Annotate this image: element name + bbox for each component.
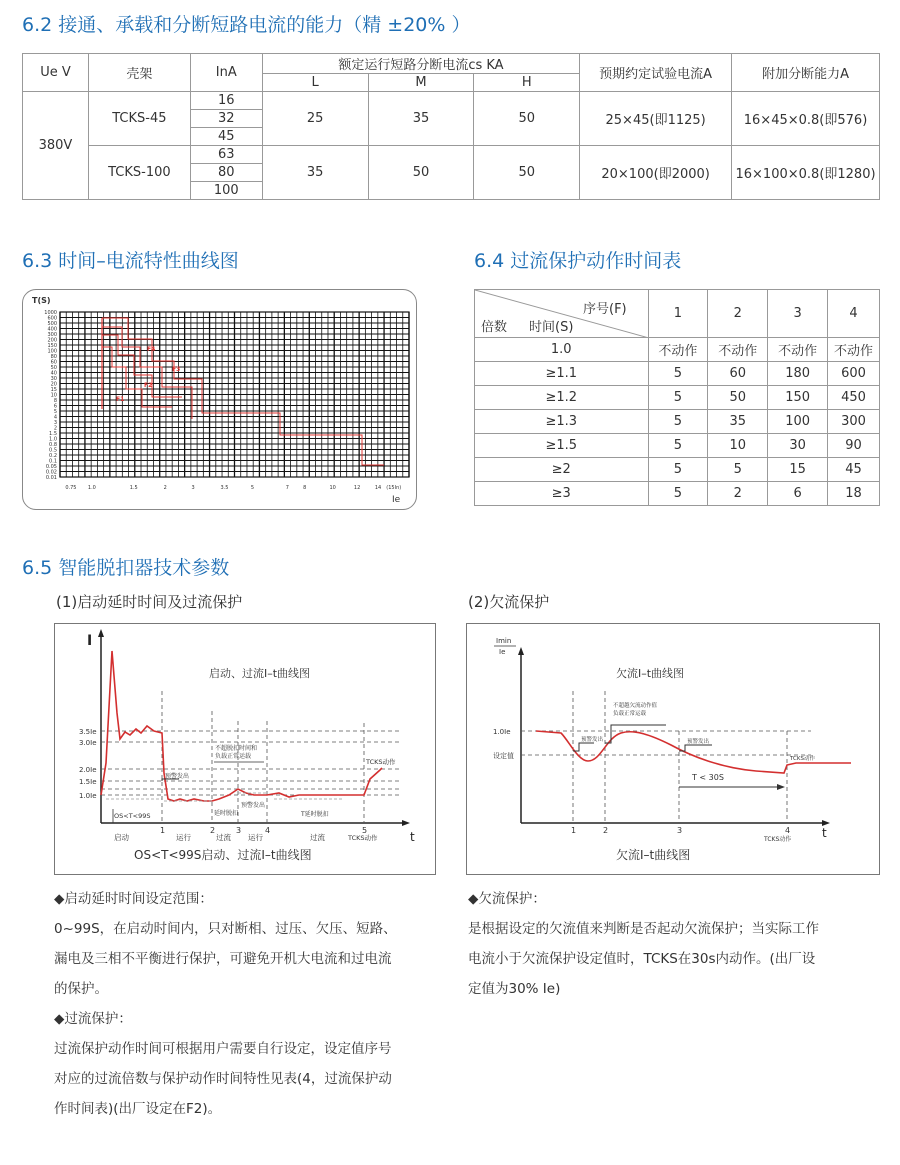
y-tick-label: 1000 [44, 310, 57, 316]
chart-caption: 欠流I–t曲线图 [616, 848, 691, 862]
extra-cell: 16×45×0.8(即576) [732, 92, 880, 146]
level-label: 3.5Ie [79, 728, 97, 736]
warn-annotation: 预警发出 [165, 773, 190, 780]
y-tick-label: 6 [53, 403, 57, 410]
tcks-annotation: TCKS动作 [790, 756, 815, 762]
x-num: 1 [571, 826, 577, 835]
header-ue: Ue V [23, 54, 89, 92]
time-cell: 不动作 [828, 338, 880, 362]
test-cell: 20×100(即2000) [580, 146, 732, 200]
y-tick-label: 1.5 [49, 431, 57, 437]
in-cell: 16 [190, 92, 262, 110]
trip-curve [102, 318, 384, 465]
startup-delay-heading: ◆启动延时时间设定范围： [54, 891, 213, 907]
x-tick-label: 3.5 [220, 485, 229, 491]
x-tick-label: 12 [353, 485, 361, 491]
frame-cell: TCKS-100 [88, 146, 190, 200]
h-cell: 50 [474, 146, 580, 200]
time-cell: 5 [648, 458, 708, 482]
time-cell: 18 [828, 482, 880, 506]
delay-trip-annotation: T延时脱扣 [301, 811, 329, 818]
x-tick-label: 14 [374, 485, 382, 491]
section-6-4-title: 6.4 过流保护动作时间表 [474, 250, 682, 272]
x-num: 4 [785, 826, 791, 835]
y-tick-label: 5 [53, 409, 57, 415]
col-header: 3 [768, 290, 828, 338]
time-cell: 5 [648, 434, 708, 458]
col-header: 1 [648, 290, 708, 338]
curve-label: F1 [116, 396, 125, 403]
x-tick-label: 8 [303, 485, 307, 491]
time-cell: 5 [708, 458, 768, 482]
col-header: 2 [708, 290, 768, 338]
section-6-2-title: 6.2 接通、承载和分断短路电流的能力（精 ±20% ） [22, 14, 471, 36]
phase-label: 启动 [114, 833, 129, 842]
chart-title: 启动、过流I–t曲线图 [209, 667, 311, 680]
x-axis-label: t [410, 830, 415, 844]
y-tick-label: 1.0 [49, 436, 57, 443]
warn2-annotation: 预警发出 [241, 802, 266, 809]
paragraph-line: 的保护。 [54, 981, 108, 997]
time-cell: 150 [768, 386, 828, 410]
y-tick-label: 15 [50, 387, 57, 393]
y-tick-label: 80 [50, 354, 57, 360]
y-tick-label: 0.5 [49, 447, 57, 454]
level-label: 1.0Ie [493, 728, 511, 736]
x-num: 2 [603, 826, 609, 835]
header-h: H [474, 74, 580, 92]
overcurrent-heading: ◆过流保护： [54, 1011, 132, 1027]
x-num: 5 [362, 826, 368, 835]
time-cell: 60 [708, 362, 768, 386]
right-text-block [468, 884, 878, 1004]
paragraph-line: 对应的过流倍数与保护动作时间特性见表(4，过流保护动 [54, 1071, 392, 1087]
row-multiple: ≥1.1 [475, 362, 649, 386]
y-tick-label: 0.02 [45, 469, 57, 476]
y-tick-label: 30 [50, 376, 57, 382]
curve-label: F3 [172, 366, 181, 373]
undercurrent-subtitle: (2)欠流保护 [468, 593, 550, 611]
y-tick-label: 0.01 [45, 475, 57, 481]
time-cell: 2 [708, 482, 768, 506]
header-m: M [368, 74, 474, 92]
phase-label: 运行 [176, 833, 191, 842]
y-axis-label: T(S) [32, 296, 51, 305]
h-cell: 50 [474, 92, 580, 146]
col-header: 4 [828, 290, 880, 338]
in-cell: 45 [190, 128, 262, 146]
breaking-capacity-table [22, 53, 880, 200]
row-multiple: ≥2 [475, 458, 649, 482]
time-cell: 不动作 [708, 338, 768, 362]
header-in: InA [190, 54, 262, 92]
paragraph-line: 作时间表)(出厂设定在F2)。 [54, 1101, 222, 1117]
curve-label: F4 [147, 346, 156, 353]
corner-multiple: 倍数 [481, 320, 508, 335]
x-tick-label: 1.0 [87, 485, 96, 491]
delay-annotation: 延时脱扣 [214, 810, 239, 817]
level-label: 1.0Ie [79, 792, 97, 800]
x-tick-label: 5 [250, 485, 255, 491]
phase-label: 运行 [248, 833, 263, 842]
y-axis-bottom-label: Ie [499, 648, 506, 656]
curve-label: F2 [144, 382, 153, 389]
no-exceed-annotation: 不超越欠流动作值 [613, 703, 658, 709]
y-tick-label: 0.8 [49, 442, 57, 448]
time-cell: 50 [708, 386, 768, 410]
x-axis-label: Ie [392, 495, 401, 505]
phase-label: 过流 [216, 833, 231, 842]
time-cell: 10 [708, 434, 768, 458]
level-label: 3.0Ie [79, 739, 97, 747]
t-annotation: T < 30S [692, 773, 724, 782]
row-multiple: ≥1.5 [475, 434, 649, 458]
y-tick-label: 300 [47, 332, 57, 338]
header-test-current: 预期约定试验电流A [580, 54, 732, 92]
table-corner [475, 290, 649, 338]
startup-overcurrent-chart [54, 623, 436, 875]
y-tick-label: 10 [50, 392, 57, 399]
time-cell: 5 [648, 362, 708, 386]
warn-annotation: 预警发出 [581, 737, 604, 743]
load-annotation: 负载正常运载 [215, 753, 252, 760]
y-tick-label: 60 [50, 359, 57, 366]
corner-time: 时间(S) [529, 320, 574, 335]
l-cell: 35 [262, 146, 368, 200]
x-tick-label: 0.75 [65, 485, 77, 491]
chart-title: 欠流I–t曲线图 [616, 667, 685, 680]
paragraph-line: 0~99S，在启动时间内，只对断相、过压、欠压、短路、 [54, 921, 397, 937]
level-label: 设定值 [493, 752, 514, 760]
row-multiple: ≥1.2 [475, 386, 649, 410]
voltage-cell: 380V [23, 92, 89, 200]
phase-label: TCKS动作 [348, 834, 378, 842]
time-cell: 100 [768, 410, 828, 434]
y-tick-label: 3 [53, 420, 57, 426]
time-cell: 45 [828, 458, 880, 482]
chart-caption: OS<T<99S启动、过流I–t曲线图 [134, 848, 312, 862]
header-extra-breaking: 附加分断能力A [732, 54, 880, 92]
x-tick-label: 2 [163, 485, 167, 491]
paragraph-line: 过流保护动作时间可根据用户需要自行设定，设定值序号 [54, 1041, 392, 1057]
paragraph-line: 是根据设定的欠流值来判断是否起动欠流保护；当实际工作 [468, 921, 819, 937]
time-cell: 5 [648, 386, 708, 410]
y-tick-label: 200 [47, 337, 57, 344]
y-tick-label: 150 [47, 343, 57, 349]
y-tick-label: 0.05 [45, 464, 57, 470]
frame-cell: TCKS-45 [88, 92, 190, 146]
in-cell: 80 [190, 164, 262, 182]
y-tick-label: 0.1 [49, 458, 57, 465]
y-axis-label: I [87, 633, 93, 649]
x-tick-label: 7 [285, 485, 289, 491]
overcurrent-time-table [474, 289, 880, 506]
paragraph-line: 定值为30% Ie) [468, 981, 561, 997]
tcks-x-label: TCKS动作 [764, 836, 792, 843]
x-tick-label: 1.5 [129, 485, 138, 491]
time-cell: 35 [708, 410, 768, 434]
paragraph-line: 电流小于欠流保护设定值时，TCKS在30s内动作。(出厂设 [468, 951, 816, 967]
warn2-annotation: 预警发出 [687, 739, 710, 745]
tcks-annotation: TCKS动作 [366, 758, 396, 766]
load-annotation: 负载正常运载 [613, 711, 647, 717]
header-frame: 壳架 [88, 54, 190, 92]
row-multiple: ≥3 [475, 482, 649, 506]
startup-delay-subtitle: (1)启动延时时间及过流保护 [56, 593, 243, 611]
y-tick-label: 20 [50, 381, 57, 388]
header-l: L [262, 74, 368, 92]
y-tick-label: 100 [47, 348, 57, 355]
x-num: 2 [210, 826, 216, 835]
os-annotation: OS<T<99S [114, 812, 151, 820]
time-cell: 450 [828, 386, 880, 410]
x-num: 1 [160, 826, 166, 835]
left-text-block [54, 884, 444, 1124]
time-cell: 600 [828, 362, 880, 386]
section-6-5-title: 6.5 智能脱扣器技术参数 [22, 557, 230, 579]
y-tick-label: 50 [50, 365, 57, 371]
level-label: 1.5Ie [79, 778, 97, 786]
header-breaking-group: 额定运行短路分断电流cs KA [262, 54, 579, 74]
section-6-3-title: 6.3 时间–电流特性曲线图 [22, 250, 239, 272]
row-multiple: ≥1.3 [475, 410, 649, 434]
phase-label: 过流 [310, 833, 325, 842]
undercurrent-heading: ◆欠流保护： [468, 891, 546, 907]
l-cell: 25 [262, 92, 368, 146]
in-cell: 63 [190, 146, 262, 164]
extra-cell: 16×100×0.8(即1280) [732, 146, 880, 200]
no-exceed-annotation: 不超脱扣时间和 [215, 745, 258, 752]
time-cell: 30 [768, 434, 828, 458]
x-tick-label: 3 [191, 485, 195, 491]
time-cell: 6 [768, 482, 828, 506]
x-num: 3 [236, 826, 242, 835]
paragraph-line: 漏电及三相不平衡进行保护，可避免开机大电流和过电流 [54, 951, 392, 967]
test-cell: 25×45(即1125) [580, 92, 732, 146]
y-tick-label: 8 [53, 398, 57, 404]
y-tick-label: 400 [47, 326, 57, 333]
in-cell: 100 [190, 182, 262, 200]
y-tick-label: 4 [53, 414, 57, 421]
time-cell: 90 [828, 434, 880, 458]
x-num: 4 [265, 826, 271, 835]
time-current-chart [22, 289, 417, 510]
level-label: 2.0Ie [79, 766, 97, 774]
time-cell: 15 [768, 458, 828, 482]
time-cell: 不动作 [768, 338, 828, 362]
x-axis-label: t [822, 826, 827, 840]
y-tick-label: 2 [53, 425, 57, 432]
x-num: 3 [677, 826, 683, 835]
time-cell: 不动作 [648, 338, 708, 362]
x-tick-label: 10 [329, 485, 336, 491]
time-cell: 5 [648, 410, 708, 434]
y-tick-label: 0.2 [49, 453, 57, 459]
m-cell: 50 [368, 146, 474, 200]
x-tick-label: (15In) [386, 485, 402, 491]
m-cell: 35 [368, 92, 474, 146]
in-cell: 32 [190, 110, 262, 128]
undercurrent-chart [466, 623, 880, 875]
time-cell: 180 [768, 362, 828, 386]
time-cell: 5 [648, 482, 708, 506]
corner-serial: 序号(F) [583, 302, 627, 317]
y-tick-label: 40 [50, 370, 57, 377]
time-cell: 300 [828, 410, 880, 434]
y-axis-top-label: Imin [496, 637, 512, 645]
y-tick-label: 500 [47, 321, 57, 327]
y-tick-label: 600 [47, 315, 57, 322]
trip-curve [102, 335, 182, 397]
row-multiple: 1.0 [475, 338, 649, 362]
